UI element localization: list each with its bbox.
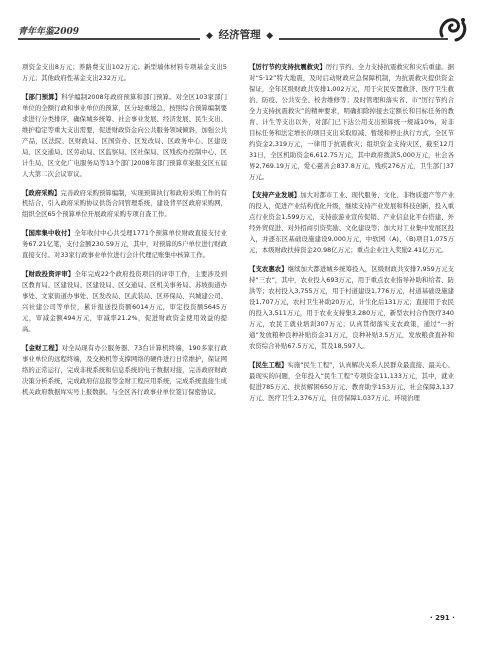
section-label: 经济管理 [218,29,261,41]
paragraph [249,360,454,404]
paragraph-text: 厉行节约、全力支持抗震救灾和灾后重建。据对“5·12”特大地震，及时启动财政应急保障机制，为抗震救灾提供资金保证，全年区级财政共安排1,002万元，用于灾民安置救济、医疗卫生救治、防疫、公共安全、校舍维修等；及时管理和落实省、市“厉行节约合全力支持抗震救灾”的精神要求，明确扣除掉接去定额长和目标任务的教育、计生等支出以外，对部门已下达公用支出预算统一规减10%，对非目标任务和法定增长的项目支出采取原减、暂缓和停止执行方式，全区节约资金2,319万元，一律用于抗震救灾；组织资金支持灾区，截至12月31日，全区机助资金6,612.75万元，其中政府拨款5,000万元，社会各界2,769.19万元，爱心慈善会837.8万元，残疾276万元，卫生部门37万元。 [249,63,455,181]
paragraph-heading: 【政府采购】 [22,188,61,197]
paragraph-heading: 【支农惠农】 [249,265,288,274]
page-number: · 291 · [430,614,455,622]
paragraph-heading: 【民生工程】 [249,360,288,369]
paragraph [22,269,227,335]
paragraph-heading: 【财政投资评审】 [22,270,75,279]
paragraph-heading: 【金财工程】 [22,343,62,352]
paragraph [249,264,454,352]
diamond-right-icon: ◆ [266,31,274,41]
paragraph-text: 完善政府采购预算编制，实现预算执行和政府采购工作的有机结合，引入政府采购协议供货合同管理系统，建设背平区政府采购网，组织全区65个预算单位开展政府采购专项自查工作。 [22,188,228,219]
page-header [0,0,480,52]
paragraph-text: 加大对都市工业、现代服务、文化、非物质遗产等产业的投入，促进产业结构优化升级，继续支持产业发展和科技创新，投入重点行业资金1,599万元，支持旅游业宣传促销、产业信息化平台搭建、外经外贸促进、对外招商引资奖励、文化建设等；加大对工业集中发展区投入，并逐东区基础设施建设9,000万元，中软园（A)、（B)项目1,075万元，本级财政扶持资金20.98亿万元；重点企业注入奖励2.41亿万元。 [249,191,455,255]
right-column [249,62,454,412]
yearbook-title: 青年年鉴2009 [18,27,80,37]
left-column [22,62,227,406]
paragraph-heading: 【国库集中收付】 [22,229,75,238]
paragraph [249,62,454,182]
paragraph-heading: 【支持产业发展】 [249,191,301,200]
paragraph [22,62,227,84]
paragraph [22,188,227,221]
swirl-logo-icon [436,14,468,44]
paragraph-text: 项资金支出8万元；养路费支出102万元；新型墙体材料专项基金支出5万元；其他政府性基金支出232万元。 [22,63,227,82]
paragraph [22,228,227,261]
paragraph-text: 继续加大都进城乡统筹投入，区级财政共安排7,959万元支持“三农”，其中，农业投入693万元，用于重点农业指导补助和给者、防洪等；农村投入3,755万元，用于村道建设1,776万元，村道基础设施建设1,707万元，农村卫生补助20万元，计生化后131万元；直接用于农民的投入3,511万元，用于农业支持集3,280万元，新型农村合作医疗340万元，农民工就业培训307万元；认真贯彻落实支农政策，通过“一折通”发放粮种良种补贴资金31万元，良种补贴3.5万元，发放粮食直补和农资综合补贴67.5万元，贯及18,597人。 [249,265,455,350]
paragraph-text: 全年收付中心共受理1771个预算单位财政直接支付业务67.21亿笔，支付金额230.59万元，其中，对预算的5户单位进行财政直接支付。对33家行政事业单位进行会计代理记账集中核算工作。 [22,229,228,260]
paragraph-text: 对全局现有办公服务器、73台计算机终端，190多家行政事业单位的远程终端，及交换机等支撑网络的硬件进行日常维护，保证网络的正常运行，完成非税系统和信息系统的电子数据对接，完善政府财政决策分析系统，完成政府信息报等金财工程应用系统，完成系统直接生成机关政府数据库实号上报数据。与全区各行政事业单位签订保密协议。 [22,343,227,396]
paragraph [249,190,454,256]
diamond-left-icon: ◆ [206,31,213,41]
paragraph-heading: 【厉行节约支持抗震救灾】 [249,63,326,71]
section-title [200,27,279,42]
paragraph [22,92,227,180]
paragraph-text: 全年完成22个政府投资项目的评审工作，主要涉及到区教育局、区建设局、区建设局、区交通局、区机关事务局、苏坡街道办事处、文家街道办事处、区发改局、区武装局、区环保局、兴城建公司、兴社建公司等单位，累计报送投资额6014万元，审定投资额5645万元，审减金额494万元，审减率21.2%，促进财政资金使用效益的提高。 [22,270,227,334]
paragraph-text: 科学编制2008年政府预算和部门预算。对全区103家部门单位的全额行政和事业单位的预算，区分轻重缓急，按照综合预算编制要求进行分类排序，确保城乡统筹、社会事业发展、经济发展、民生支出、维护稳定等重大支出需要，促进财政资金向公共服务领域倾斜，加强公共产品，区法院、区财政局、区国资办、区发改局、区政务中心、区建设局、区交通局、区劳动局、区监察局、区社保局、区残疾办控制中心、区计生局、区文化广电服务局等13个部门2008年部门预算草案报交区五届人大第二次会议审议。 [22,92,227,178]
paragraph-heading: 【部门预算】 [22,92,62,101]
paragraph-text: 实施“民生工程”，认真解决关系人民群众最直接、最关心、最现实的问题，全年投入“民生工程”专项资金11,133万元，其中，就业促进785万元、扶贫解困650万元、教育助学153万元、社会保障3,137万元、医疗卫生2,376万元，住房保障1,037万元、环境治理 [249,360,455,402]
paragraph [22,343,227,398]
